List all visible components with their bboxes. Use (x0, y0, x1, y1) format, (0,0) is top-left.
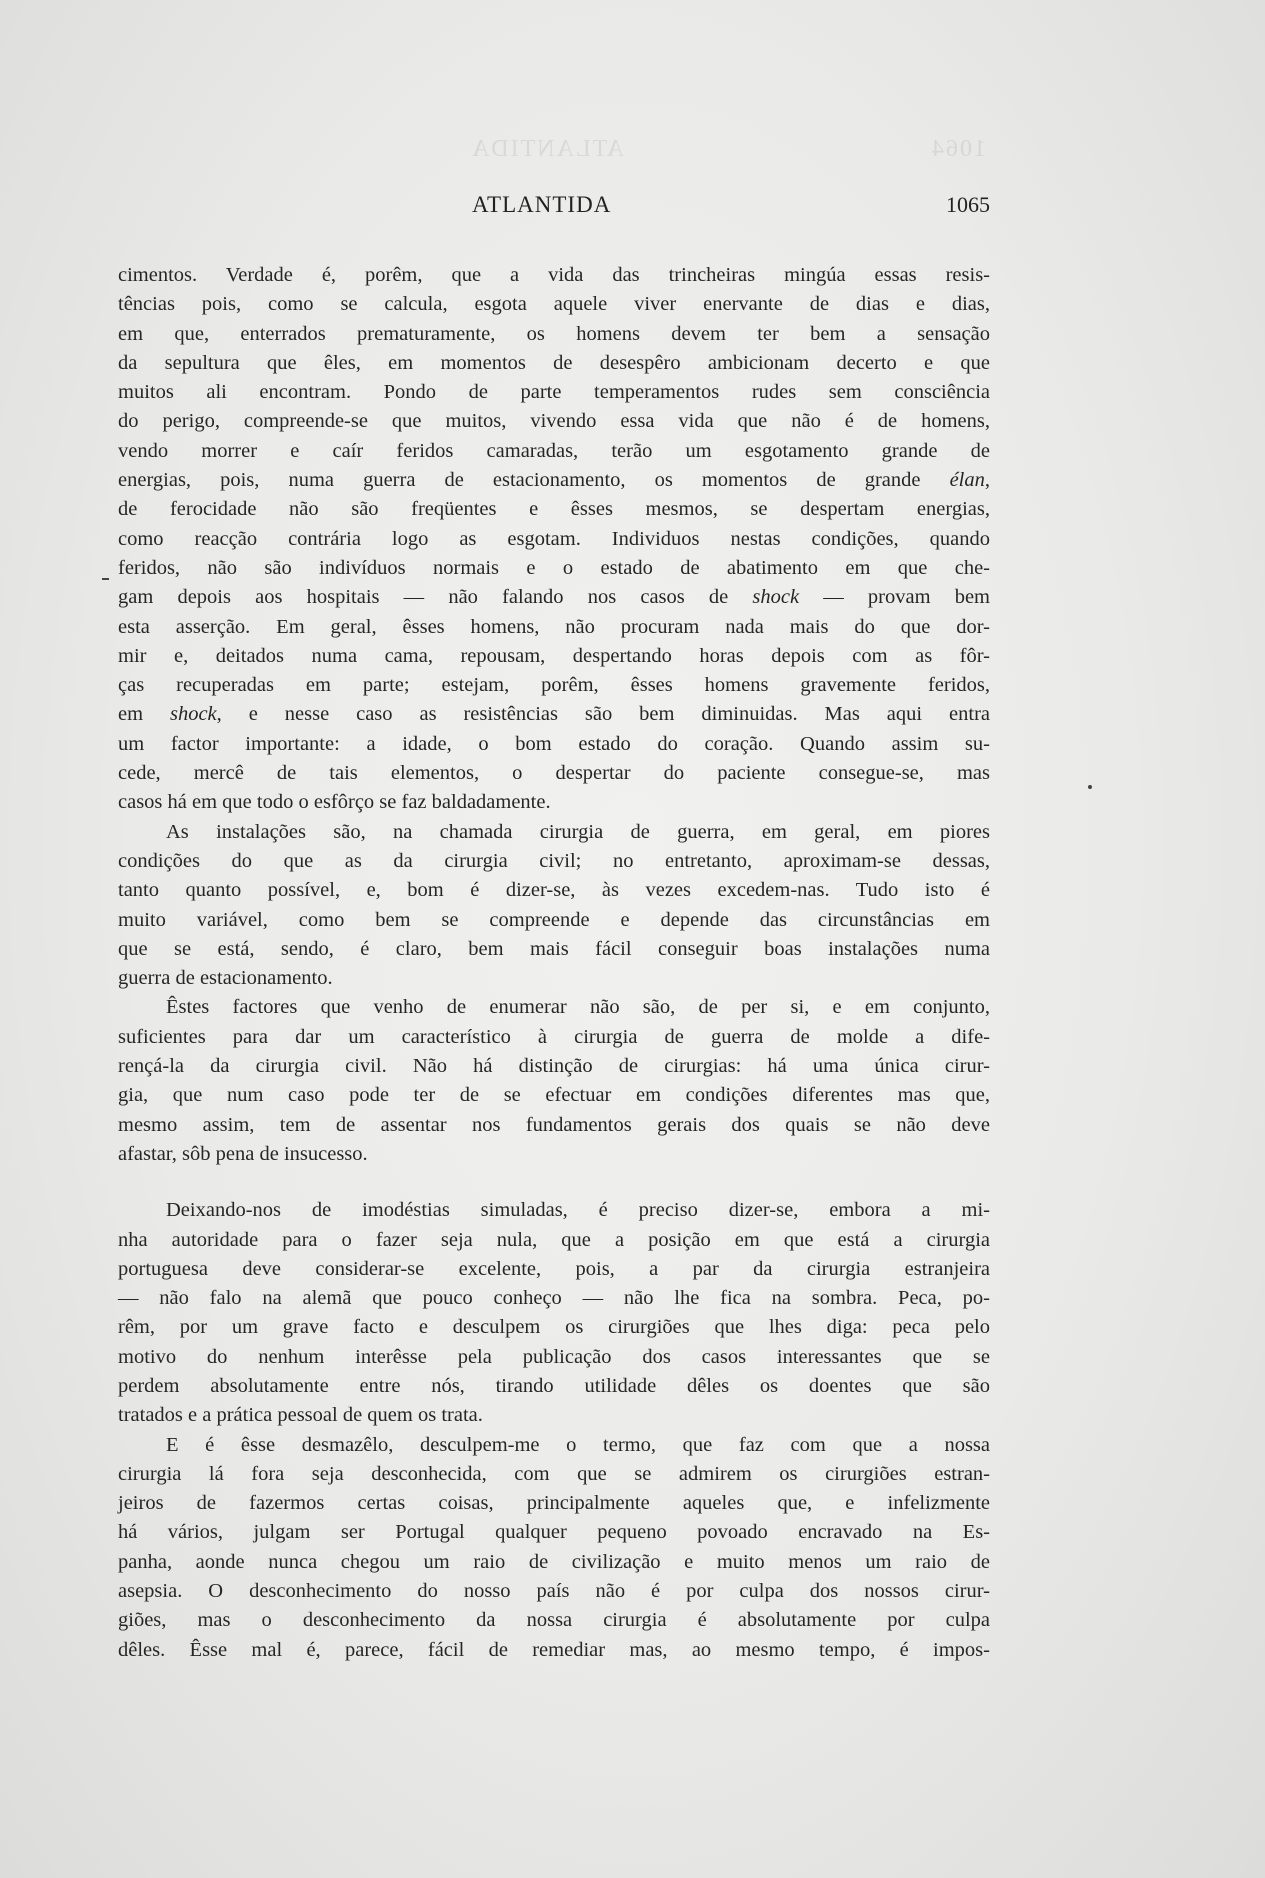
text-line: guerra de estacionamento. (118, 967, 333, 990)
text-line: da sepultura que êles, em momentos de desespêro ambicionam decerto e que (118, 351, 990, 374)
text-line: tências pois, como se calcula, esgota aquele viver enervante de dias e dias, (118, 293, 990, 316)
text-line: As instalações são, na chamada cirurgia de guerra, em geral, em piores (166, 820, 990, 843)
margin-mark (1088, 785, 1092, 789)
text-line: do perigo, compreende-se que muitos, vivendo essa vida que não é de homens, (118, 410, 990, 433)
text-line: casos há em que todo o esfôrço se faz baldadamente. (118, 791, 551, 814)
text-line: energias, pois, numa guerra de estacionamento, os momentos de grande élan, (118, 469, 990, 492)
text-line: jeiros de fazermos certas coisas, principalmente aqueles que, e infelizmente (118, 1492, 990, 1515)
text-line: gia, que num caso pode ter de se efectuar em condições diferentes mas que, (118, 1084, 990, 1107)
text-line: em que, enterrados prematuramente, os homens devem ter bem a sensação (118, 322, 990, 345)
margin-mark (102, 578, 109, 580)
text-line: que se está, sendo, é claro, bem mais fácil conseguir boas instalações numa (118, 937, 990, 960)
text-line: muito variável, como bem se compreende e depende das circunstâncias em (118, 908, 990, 931)
text-line: um factor importante: a idade, o bom estado do coração. Quando assim su- (118, 732, 990, 755)
text-line: tanto quanto possível, e, bom é dizer-se, às vezes excedem-nas. Tudo isto é (118, 879, 990, 902)
bleed-through-title: ATLANTIDA (470, 136, 624, 162)
text-line: tratados e a prática pessoal de quem os trata. (118, 1404, 483, 1427)
text-line: perdem absolutamente entre nós, tirando utilidade dêles os doentes que são (118, 1374, 990, 1397)
text-line: dêles. Êsse mal é, parece, fácil de remediar mas, ao mesmo tempo, é impos- (118, 1638, 990, 1661)
paragraph-1 (118, 261, 990, 818)
text-line: mesmo assim, tem de assentar nos fundamentos gerais dos quais se não deve (118, 1113, 990, 1136)
text-line: suficientes para dar um característico à cirurgia de guerra de molde a dife- (118, 1025, 990, 1048)
text-line: portuguesa deve considerar-se excelente, pois, a par da cirurgia estranjeira (118, 1257, 990, 1280)
text-line: mir e, deitados numa cama, repousam, despertando horas depois com as fôr- (118, 644, 990, 667)
text-line: nha autoridade para o fazer seja nula, que a posição em que está a cirurgia (118, 1228, 990, 1251)
text-line: panha, aonde nunca chegou um raio de civilização e muito menos um raio de (118, 1550, 990, 1573)
text-line: rêm, por um grave facto e desculpem os cirurgiões que lhes diga: peca pelo (118, 1316, 990, 1339)
running-header (118, 192, 990, 226)
body-text (118, 261, 990, 1665)
text-line: muitos ali encontram. Pondo de parte temperamentos rudes sem consciência (118, 381, 990, 404)
text-line: de ferocidade não são freqüentes e êsses mesmos, se despertam energias, (118, 498, 990, 521)
text-line: rençá-la da cirurgia civil. Não há distinção de cirurgias: há uma única cirur- (118, 1055, 990, 1078)
text-line: asepsia. O desconhecimento do nosso país não é por culpa dos nossos cirur- (118, 1580, 990, 1603)
text-line: — não falo na alemã que pouco conheço — não lhe fica na sombra. Peca, po- (118, 1287, 990, 1310)
bleed-through-page-number: 1064 (930, 136, 986, 162)
text-line: Êstes factores que venho de enumerar não são, de per si, e em conjunto, (166, 996, 990, 1019)
text-line: cede, mercê de tais elementos, o despertar do paciente consegue-se, mas (118, 762, 990, 785)
text-line: como reacção contrária logo as esgotam. Individuos nestas condições, quando (118, 527, 990, 550)
text-line: cirurgia lá fora seja desconhecida, com que se admirem os cirurgiões estran- (118, 1462, 990, 1485)
paragraph-2 (118, 818, 990, 994)
page-number: 1065 (946, 192, 990, 217)
text-line: afastar, sôb pena de insucesso. (118, 1142, 368, 1165)
text-line: condições do que as da cirurgia civil; no entretanto, aproximam-se dessas, (118, 849, 990, 872)
text-line: cimentos. Verdade é, porêm, que a vida das trincheiras mingúa essas resis- (118, 264, 990, 286)
text-line: Deixando-nos de imodéstias simuladas, é preciso dizer-se, embora a mi- (166, 1199, 990, 1222)
running-title: ATLANTIDA (472, 192, 612, 217)
paragraph-4 (118, 1196, 990, 1430)
paragraph-3 (118, 993, 990, 1169)
paragraph-5 (118, 1431, 990, 1665)
text-line: gam depois aos hospitais — não falando nos casos de shock — provam bem (118, 586, 990, 609)
text-line: em shock, e nesse caso as resistências são bem diminuidas. Mas aqui entra (118, 703, 991, 726)
text-line: esta asserção. Em geral, êsses homens, não procuram nada mais do que dor- (118, 615, 990, 638)
text-line: vendo morrer e caír feridos camaradas, terão um esgotamento grande de (118, 439, 990, 462)
text-line: há vários, julgam ser Portugal qualquer pequeno povoado encravado na Es- (118, 1521, 990, 1544)
text-line: giões, mas o desconhecimento da nossa cirurgia é absolutamente por culpa (118, 1609, 990, 1632)
text-line: motivo do nenhum interêsse pela publicação dos casos interessantes que se (118, 1345, 990, 1368)
text-line: feridos, não são indivíduos normais e o estado de abatimento em que che- (118, 556, 990, 579)
paragraph-gap (118, 1169, 990, 1196)
text-line: E é êsse desmazêlo, desculpem-me o termo, que faz com que a nossa (166, 1433, 990, 1456)
text-line: ças recuperadas em parte; estejam, porêm, êsses homens gravemente feridos, (118, 674, 990, 697)
